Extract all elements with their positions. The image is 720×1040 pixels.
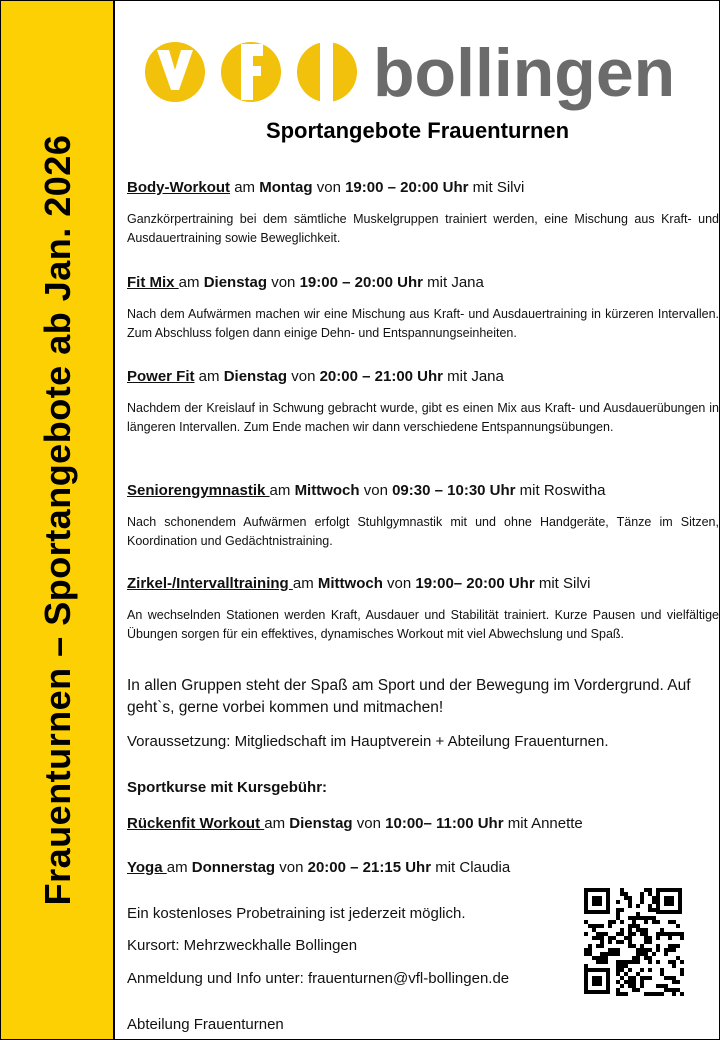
logo-l-letter [320, 42, 333, 102]
course-time: 19:00 – 20:00 Uhr [299, 274, 423, 291]
location-text: Kursort: Mehrzweckhalle Bollingen [127, 937, 358, 954]
course-name: Body-Workout [127, 179, 231, 196]
course-day: Dienstag [203, 274, 268, 291]
course-name: Rückenfit Workout [127, 815, 265, 832]
course-time: 09:30 – 10:30 Uhr [392, 482, 516, 499]
course-description: Nachdem der Kreislauf in Schwung gebracht wurde, gibt es einen Mix aus Kraft- und Ausdauerübungen in längeren Intervallen. Zum Ende machen wir dann verschiedene Entspannungsübungen. [127, 401, 719, 434]
course-yoga [127, 858, 719, 878]
course-name: Power Fit [127, 368, 195, 385]
page-title: Sportangebote Frauenturnen [265, 118, 570, 143]
vfl-logo [145, 30, 705, 115]
course-zirkeltraining [127, 574, 719, 644]
course-name: Yoga [127, 859, 167, 876]
course-heading: Zirkel-/Intervalltraining am Mittwoch von 19:00– 20:00 Uhr mit Silvi [127, 575, 591, 592]
course-heading: Rückenfit Workout am Dienstag von 10:00– 11:00 Uhr mit Annette [127, 815, 583, 832]
course-description: Nach schonendem Aufwärmen erfolgt Stuhlgymnastik mit und ohne Handgeräte, Tänze im Sitzen, Koordination und Gedächtnistraining. [127, 515, 719, 548]
course-time: 19:00 – 20:00 Uhr [345, 179, 469, 196]
sidebar-title: Frauenturnen – Sportangebote ab Jan. 2026 [37, 134, 78, 906]
course-heading: Fit Mix am Dienstag von 19:00 – 20:00 Uhr mit Jana [127, 274, 484, 291]
paid-courses-title: Sportkurse mit Kursgebühr: [127, 779, 328, 796]
contact-text: Anmeldung und Info unter: frauenturnen@vfl-bollingen.de [127, 970, 510, 987]
sidebar-banner [1, 1, 115, 1039]
course-day: Donnerstag [191, 859, 276, 876]
course-body-workout [127, 178, 719, 248]
course-day: Montag [259, 179, 313, 196]
course-name: Zirkel-/Intervalltraining [127, 575, 293, 592]
course-day: Mittwoch [294, 482, 360, 499]
course-day: Dienstag [289, 815, 353, 832]
course-rueckenfit [127, 814, 719, 834]
course-day: Dienstag [223, 368, 288, 385]
course-name: Seniorengymnastik [127, 482, 270, 499]
course-heading: Yoga am Donnerstag von 20:00 – 21:15 Uhr mit Claudia [127, 859, 511, 876]
course-description: An wechselnden Stationen werden Kraft, Ausdauer und Stabilität trainiert. Kurze Pausen und vielfältige Übungen sorgen für ein effektives, dynamisches Workout mit viel Abwechslung und Spaß. [127, 608, 719, 641]
course-time: 10:00– 11:00 Uhr [385, 815, 504, 832]
logo-wordmark: bollingen [373, 35, 676, 111]
course-heading: Seniorengymnastik am Mittwoch von 09:30 – 10:30 Uhr mit Roswitha [127, 482, 606, 499]
footer-text: Abteilung Frauenturnen [127, 1016, 284, 1033]
qr-code[interactable] [582, 886, 684, 996]
course-description: Ganzkörpertraining bei dem sämtliche Muskelgruppen trainiert werden, eine Mischung aus Kraft- und Ausdauertraining sowie Beweglichkeit. [127, 212, 719, 245]
course-description: Nach dem Aufwärmen machen wir eine Mischung aus Kraft- und Ausdauertraining in kürzeren Intervallen. Zum Abschluss folgen dann einige Dehn- und Entspannungseinheiten. [127, 307, 719, 340]
course-heading: Power Fit am Dienstag von 20:00 – 21:00 Uhr mit Jana [127, 368, 504, 385]
course-fit-mix [127, 273, 719, 343]
course-day: Mittwoch [317, 575, 383, 592]
trial-text: Ein kostenloses Probetraining ist jederzeit möglich. [127, 905, 466, 922]
course-time: 20:00 – 21:15 Uhr [307, 859, 432, 876]
course-seniorengymnastik [127, 481, 719, 551]
requirement-text: Voraussetzung: Mitgliedschaft im Hauptverein + Abteilung Frauenturnen. [127, 733, 609, 750]
course-time: 20:00 – 21:00 Uhr [319, 368, 443, 385]
course-time: 19:00– 20:00 Uhr [415, 575, 535, 592]
course-name: Fit Mix [127, 274, 179, 291]
fun-text: In allen Gruppen steht der Spaß am Sport und der Bewegung im Vordergrund. Auf geht`s, gerne vorbei kommen und mitmachen! [127, 677, 691, 716]
course-heading: Body-Workout am Montag von 19:00 – 20:00 Uhr mit Silvi [127, 179, 525, 196]
course-power-fit [127, 367, 719, 437]
